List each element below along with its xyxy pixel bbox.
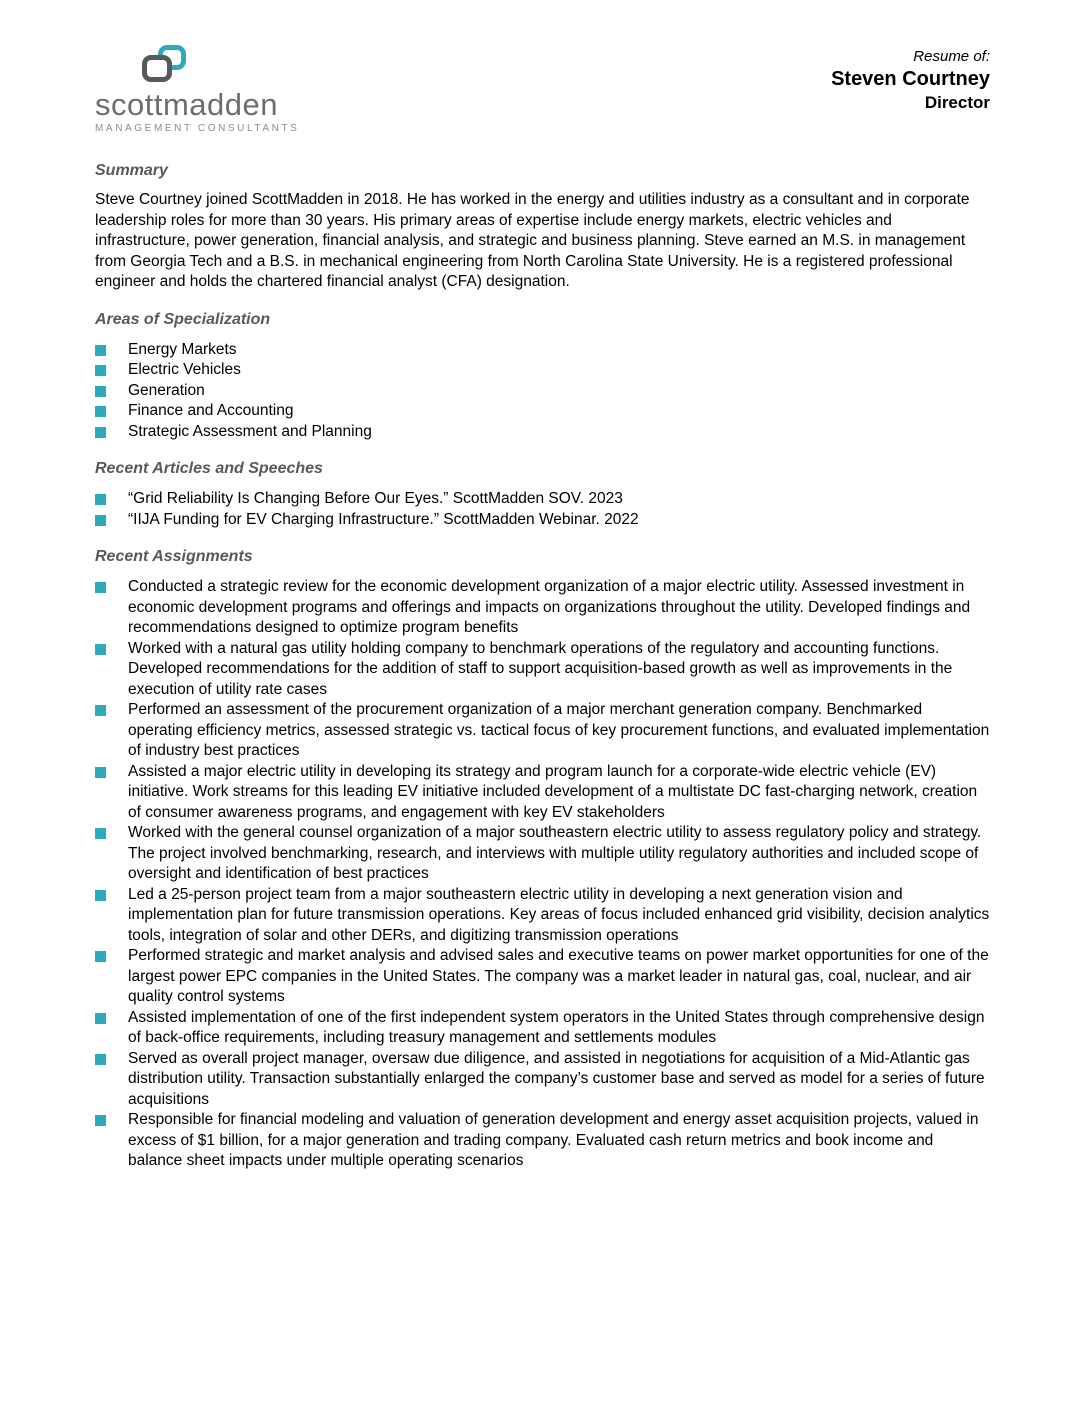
bullet-item bbox=[95, 422, 990, 443]
bullet-text: Performed an assessment of the procurement organization of a major merchant generation company. Benchmarked operating efficiency metrics, assessed strategic vs. tactical focus of key procurement functions, and evaluated implementation of industry best practices bbox=[128, 701, 990, 759]
bullet-item bbox=[95, 489, 990, 510]
bullet-item bbox=[95, 577, 990, 639]
bullet-item bbox=[95, 700, 990, 762]
scottmadden-logo bbox=[95, 45, 300, 134]
logo-brand-text: scottmadden bbox=[95, 87, 278, 122]
resume-of-label: Resume of: bbox=[913, 48, 990, 65]
section-summary bbox=[95, 161, 990, 293]
specialization-heading: Areas of Specialization bbox=[95, 310, 271, 328]
bullet-item bbox=[95, 639, 990, 701]
bullet-text: Energy Markets bbox=[128, 340, 237, 358]
bullet-text: Performed strategic and market analysis and advised sales and executive teams on power market opportunities for one of the largest power EPC companies in the United States. The company was a market leader in natural gas, coal, nuclear, and air quality control systems bbox=[128, 947, 989, 1005]
bullet-item bbox=[95, 1110, 990, 1172]
logo-gray-square-icon bbox=[142, 55, 172, 82]
summary-heading: Summary bbox=[95, 162, 168, 179]
assignments-list bbox=[95, 577, 990, 1172]
bullet-square-icon bbox=[95, 515, 106, 526]
bullet-square-icon bbox=[95, 890, 106, 901]
bullet-square-icon bbox=[95, 1013, 106, 1024]
bullet-text: Worked with the general counsel organization of a major southeastern electric utility to assess regulatory policy and strategy. The project involved benchmarking, research, and interviews with multiple utility regulatory authorities and included scope of oversight and identification of best practices bbox=[128, 824, 982, 882]
bullet-square-icon bbox=[95, 345, 106, 356]
bullet-square-icon bbox=[95, 386, 106, 397]
summary-paragraph: Steve Courtney joined ScottMadden in 2018. He has worked in the energy and utilities industry as a consultant and in corporate leadership roles for more than 30 years. His primary areas of expertise include energy markets, electric vehicles and infrastructure, power generation, financial analysis, and strategic and business planning. Steve earned an M.S. in management from Georgia Tech and a B.S. in mechanical engineering from North Carolina State University. He is a registered professional engineer and holds the chartered financial analyst (CFA) designation. bbox=[95, 191, 970, 290]
bullet-item bbox=[95, 510, 990, 531]
section-recent-articles bbox=[95, 459, 990, 530]
bullet-square-icon bbox=[95, 951, 106, 962]
bullet-square-icon bbox=[95, 494, 106, 505]
bullet-item bbox=[95, 1049, 990, 1111]
bullet-item bbox=[95, 823, 990, 885]
bullet-text: Conducted a strategic review for the economic development organization of a major electric utility. Assessed investment in economic development programs and offerings and impacts on organizations throughout the utility. Developed findings and recommendations designed to optimize program benefits bbox=[128, 578, 971, 636]
bullet-text: “Grid Reliability Is Changing Before Our Eyes.” ScottMadden SOV. 2023 bbox=[128, 490, 623, 507]
assignments-heading: Recent Assignments bbox=[95, 548, 253, 565]
bullet-square-icon bbox=[95, 644, 106, 655]
bullet-text: Finance and Accounting bbox=[128, 402, 294, 419]
person-title: Director bbox=[924, 92, 990, 112]
bullet-square-icon bbox=[95, 1115, 106, 1126]
bullet-item bbox=[95, 381, 990, 402]
logo-tagline: MANAGEMENT CONSULTANTS bbox=[95, 123, 300, 134]
scottmadden-logo-icon bbox=[142, 45, 186, 82]
bullet-square-icon bbox=[95, 828, 106, 839]
bullet-text: Assisted a major electric utility in developing its strategy and program launch for a corporate-wide electric vehicle (EV) initiative. Work streams for this leading EV initiative included development of a multistate DC fast-charging network, creation of consumer awareness programs, and engagement with key EV stakeholders bbox=[128, 762, 978, 821]
bullet-text: Worked with a natural gas utility holding company to benchmark operations of the regulatory and accounting functions. Developed recommendations for the addition of staff to support acquisition-based growth as well as improvements in the execution of utility rate cases bbox=[128, 639, 953, 698]
articles-list bbox=[95, 489, 990, 530]
bullet-text: Led a 25-person project team from a major southeastern electric utility in developing a next generation vision and implementation plan for future transmission operations. Key areas of focus included enhanced grid visibility, decision analytics tools, integration of solar and other DERs, and digitizing transmission operations bbox=[128, 885, 990, 944]
person-name: Steven Courtney bbox=[831, 67, 990, 90]
bullet-square-icon bbox=[95, 705, 106, 716]
bullet-item bbox=[95, 340, 990, 361]
bullet-item bbox=[95, 885, 990, 947]
bullet-text: Strategic Assessment and Planning bbox=[128, 422, 372, 440]
resume-header-block bbox=[831, 48, 990, 113]
page-header bbox=[95, 45, 990, 137]
bullet-text: Electric Vehicles bbox=[128, 361, 241, 378]
bullet-square-icon bbox=[95, 767, 106, 778]
bullet-item bbox=[95, 1008, 990, 1049]
bullet-square-icon bbox=[95, 406, 106, 417]
bullet-square-icon bbox=[95, 427, 106, 438]
articles-heading: Recent Articles and Speeches bbox=[95, 460, 323, 477]
bullet-square-icon bbox=[95, 582, 106, 593]
bullet-text: Served as overall project manager, oversaw due diligence, and assisted in negotiations for acquisition of a Mid-Atlantic gas distribution utility. Transaction substantially enlarged the company’s customer base and served as model for a series of future acquisitions bbox=[128, 1049, 985, 1108]
bullet-text: Generation bbox=[128, 381, 205, 399]
section-recent-assignments bbox=[95, 547, 990, 1172]
bullet-text: “IIJA Funding for EV Charging Infrastructure.” ScottMadden Webinar. 2022 bbox=[128, 510, 639, 528]
bullet-item bbox=[95, 946, 990, 1008]
specialization-list bbox=[95, 340, 990, 443]
bullet-square-icon bbox=[95, 365, 106, 376]
section-areas-of-specialization bbox=[95, 310, 990, 443]
bullet-square-icon bbox=[95, 1054, 106, 1065]
bullet-text: Responsible for financial modeling and valuation of generation development and energy asset acquisition projects, valued in excess of $1 billion, for a major generation and trading company. Evaluated cash return metrics and book income and balance sheet impacts under multiple operating scenarios bbox=[128, 1111, 979, 1169]
bullet-item bbox=[95, 360, 990, 381]
bullet-item bbox=[95, 401, 990, 422]
bullet-item bbox=[95, 762, 990, 824]
bullet-text: Assisted implementation of one of the first independent system operators in the United States through comprehensive design of back-office requirements, including treasury management and settlements modules bbox=[128, 1008, 985, 1046]
